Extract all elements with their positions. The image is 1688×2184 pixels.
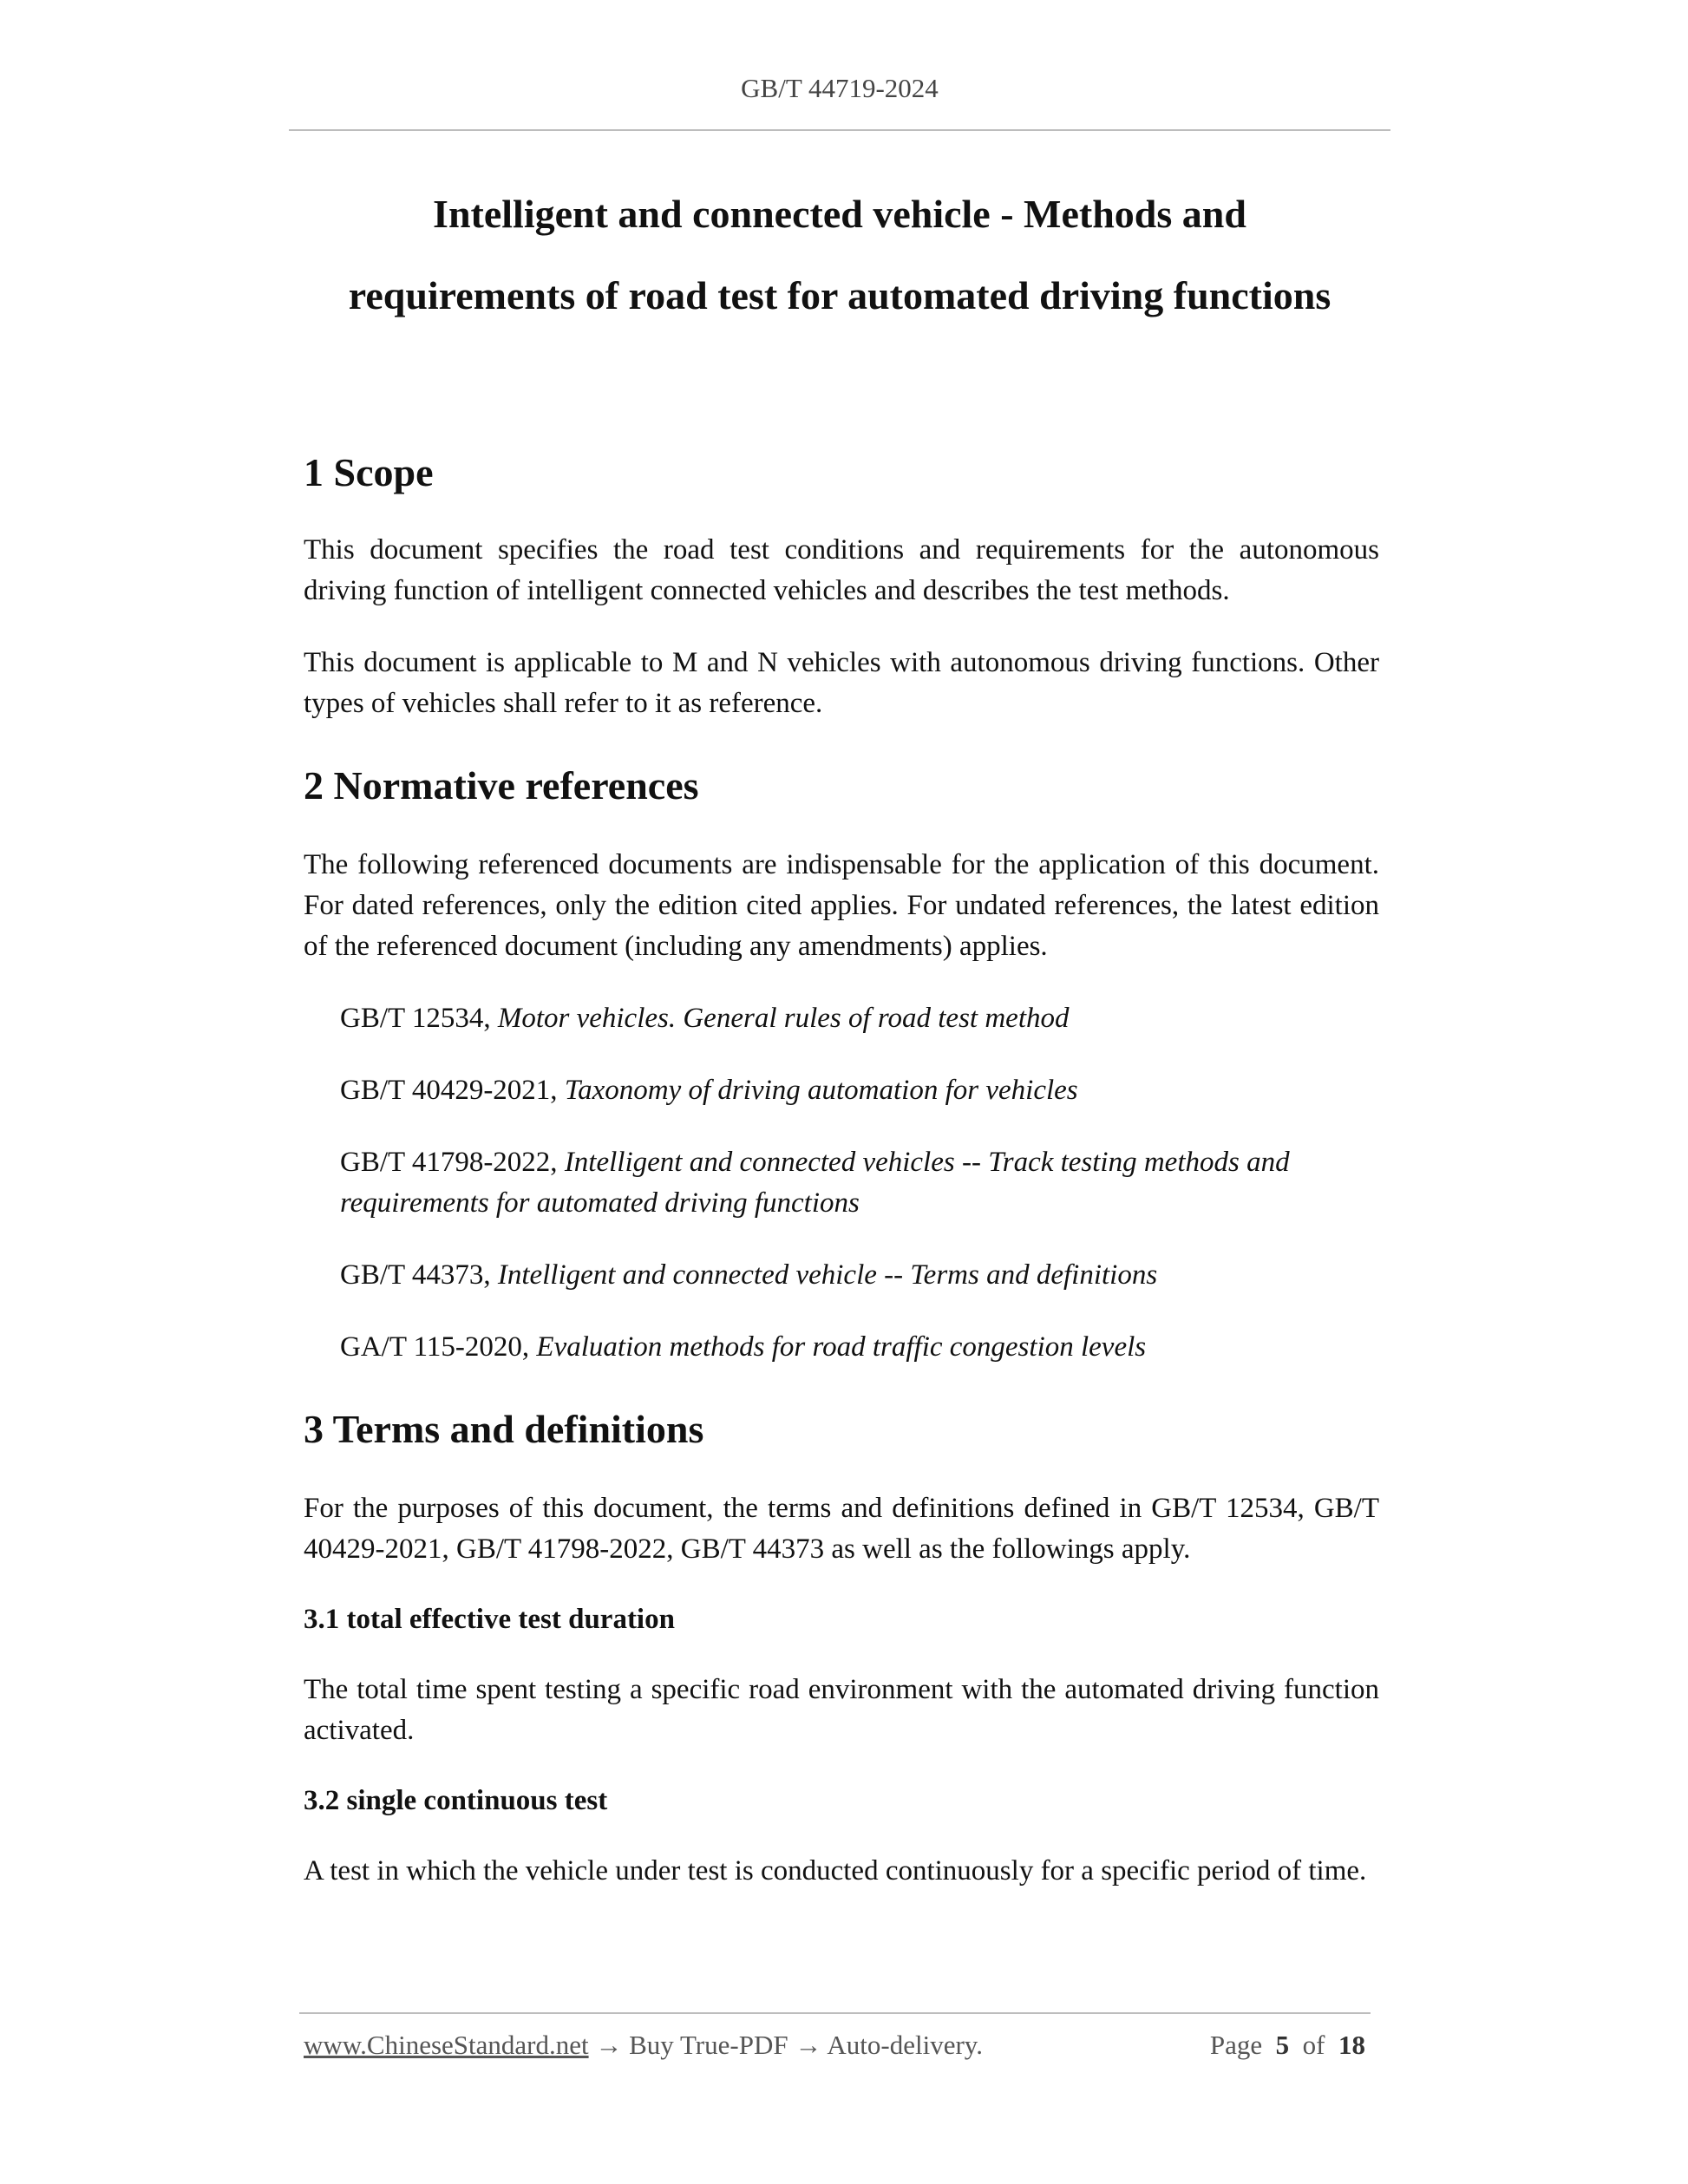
term-heading-total-effective-test-duration: 3.1 total effective test duration xyxy=(304,1604,675,1635)
term-definition: The total time spent testing a specific road environment with the automated driving function activated. xyxy=(304,1674,1379,1746)
reference-item xyxy=(340,1142,1379,1224)
document-code-header: GB/T 44719-2024 xyxy=(741,73,939,103)
reference-item xyxy=(340,1327,1379,1368)
document-title xyxy=(289,173,1390,337)
reference-title: Evaluation methods for road traffic congestion levels xyxy=(536,1331,1147,1363)
page-total: 18 xyxy=(1338,2030,1365,2060)
reference-code: GA/T 115-2020, xyxy=(340,1331,537,1363)
site-link[interactable]: www.ChineseStandard.net xyxy=(304,2030,589,2060)
reference-code: GB/T 44373, xyxy=(340,1259,498,1291)
section-heading-normative-references: 2 Normative references xyxy=(304,763,699,808)
arrow-right-icon: → xyxy=(795,2030,822,2060)
arrow-right-icon: → xyxy=(595,2030,623,2060)
term-definition: A test in which the vehicle under test is conducted continuously for a specific period of time. xyxy=(304,1855,1367,1886)
footer-divider xyxy=(299,2012,1371,2014)
term-heading-single-continuous-test: 3.2 single continuous test xyxy=(304,1785,608,1816)
reference-title: Intelligent and connected vehicles -- Track testing methods and requirements for automated driving functions xyxy=(340,1147,1290,1219)
section-heading-scope: 1 Scope xyxy=(304,450,434,494)
of-label: of xyxy=(1302,2030,1325,2060)
reference-item xyxy=(340,1255,1379,1296)
buy-true-pdf-text: Buy True-PDF xyxy=(629,2030,788,2060)
reference-item xyxy=(340,998,1379,1039)
auto-delivery-text: Auto-delivery. xyxy=(827,2030,984,2060)
header-divider xyxy=(289,129,1390,131)
page-footer xyxy=(304,2030,1371,2061)
scope-paragraph-2: This document is applicable to M and N vehicles with autonomous driving functions. Other types of vehicles shall refer to it as reference. xyxy=(304,647,1379,719)
reference-title: Intelligent and connected vehicle -- Terms and definitions xyxy=(497,1259,1158,1291)
page-label: Page xyxy=(1209,2030,1263,2060)
reference-title: Motor vehicles. General rules of road test method xyxy=(497,1003,1070,1034)
page-indicator xyxy=(1210,2030,1365,2061)
document-body xyxy=(304,449,1379,1892)
normative-intro-paragraph: The following referenced documents are indispensable for the application of this document. For dated references, only the edition cited applies. For undated references, the latest edition of the referenced document (including any amendments) applies. xyxy=(304,849,1379,962)
reference-code: GB/T 41798-2022, xyxy=(340,1147,565,1178)
terms-intro-paragraph: For the purposes of this document, the terms and definitions defined in GB/T 12534, GB/T 40429-2021, GB/T 41798-2022, GB/T 44373 as well as the followings apply. xyxy=(304,1493,1379,1565)
reference-title: Taxonomy of driving automation for vehicles xyxy=(564,1075,1078,1106)
reference-item xyxy=(340,1070,1379,1111)
title-line-1: Intelligent and connected vehicle - Methods and xyxy=(433,192,1246,236)
page-number: 5 xyxy=(1275,2030,1290,2060)
reference-code: GB/T 12534, xyxy=(340,1003,498,1034)
section-heading-terms-definitions: 3 Terms and definitions xyxy=(304,1407,704,1451)
scope-paragraph-1: This document specifies the road test conditions and requirements for the autonomous driving function of intelligent connected vehicles and describes the test methods. xyxy=(304,534,1379,606)
reference-code: GB/T 40429-2021, xyxy=(340,1075,565,1106)
title-line-2: requirements of road test for automated driving functions xyxy=(348,273,1331,317)
